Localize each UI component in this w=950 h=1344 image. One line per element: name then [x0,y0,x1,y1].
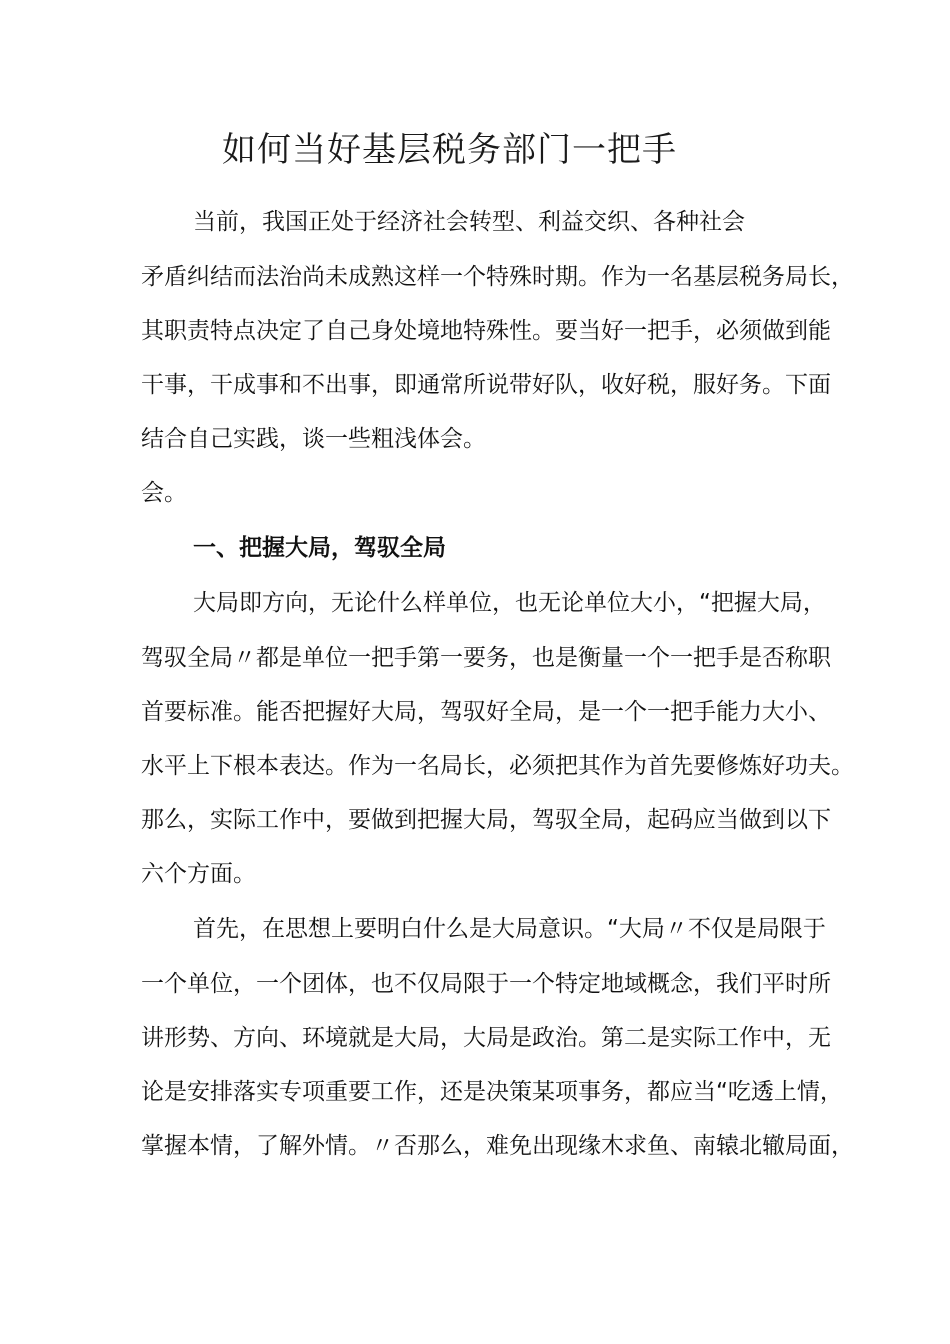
paragraph-line: 驾驭全局〃都是单位一把手第一要务，也是衡量一个一把手是否称职 [141,645,831,671]
paragraph-line: 首要标准。能否把握好大局，驾驭好全局，是一个一把手能力大小、 [141,699,831,725]
paragraph-line: 讲形势、方向、环境就是大局，大局是政治。第二是实际工作中，无 [141,1025,831,1051]
paragraph-line: 其职责特点决定了自己身处境地特殊性。要当好一把手，必须做到能 [141,318,831,344]
paragraph-line: 一个单位，一个团体，也不仅局限于一个特定地域概念，我们平时所 [141,971,831,997]
document-title: 如何当好基层税务部门一把手 [222,130,677,170]
paragraph-line: 那么，实际工作中，要做到把握大局，驾驭全局，起码应当做到以下 [141,807,831,833]
paragraph-line: 六个方面。 [141,861,256,887]
paragraph-line: 首先，在思想上要明白什么是大局意识。“大局〃不仅是局限于 [193,916,826,942]
section-heading: 一、把握大局，驾驭全局 [193,535,446,561]
paragraph-line: 论是安排落实专项重要工作，还是决策某项事务，都应当“吃透上情， [141,1079,843,1105]
paragraph-line: 会。 [141,480,187,506]
paragraph-line: 当前，我国正处于经济社会转型、利益交织、各种社会 [193,209,745,235]
paragraph-line: 掌握本情，了解外情。〃否那么，难免出现缘木求鱼、南辕北辙局面， [141,1133,854,1159]
paragraph-line: 干事，干成事和不出事，即通常所说带好队，收好税，服好务。下面 [141,372,831,398]
paragraph-line: 结合自己实践，谈一些粗浅体会。 [141,426,486,452]
paragraph-line: 矛盾纠结而法治尚未成熟这样一个特殊时期。作为一名基层税务局长， [141,264,854,290]
paragraph-line: 大局即方向，无论什么样单位，也无论单位大小，“把握大局， [193,590,826,616]
paragraph-line: 水平上下根本表达。作为一名局长，必须把其作为首先要修炼好功夫。 [141,753,854,779]
